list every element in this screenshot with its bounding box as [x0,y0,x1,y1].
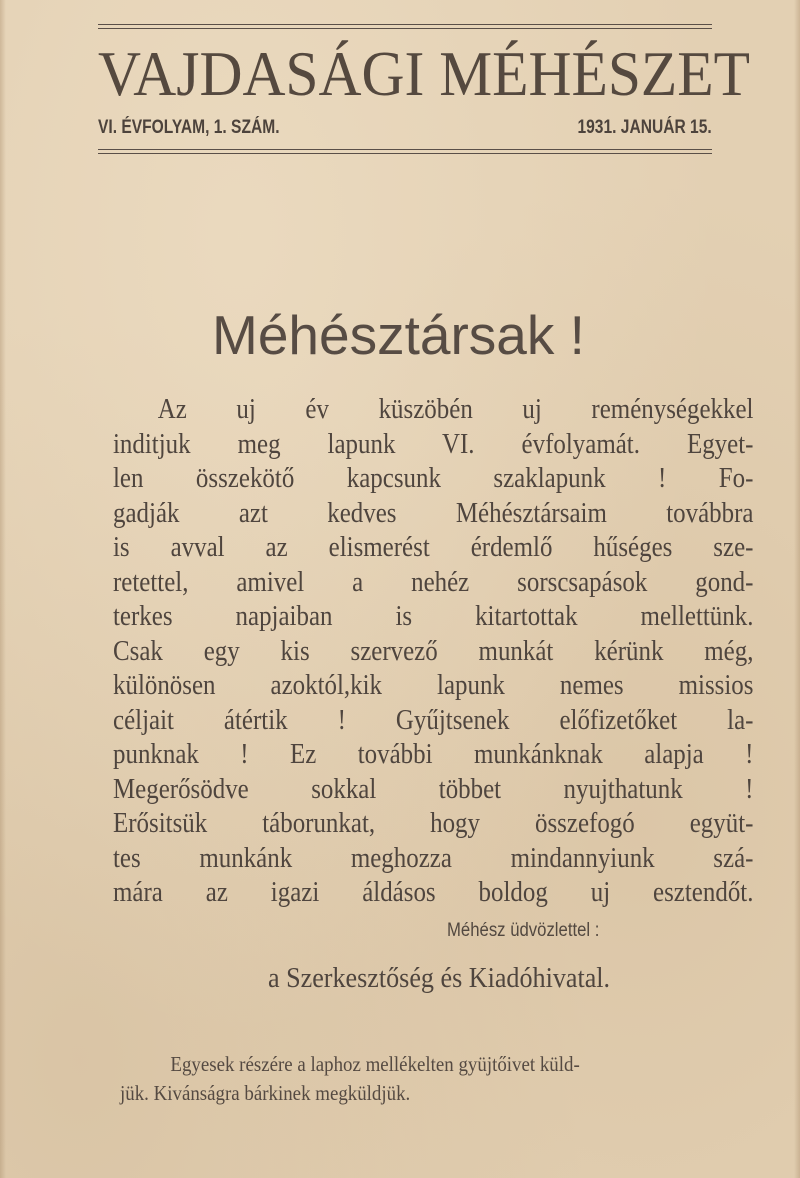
article-line: céljait átértik ! Gyűjtsenek előfizetőket la- [113,703,754,736]
masthead-bottom-rule [98,149,712,154]
article-body [113,392,755,910]
issue-date: 1931. JANUÁR 15. [577,117,712,138]
article-line: len összekötő kapcsunk szaklapunk ! Fo- [113,462,754,494]
article-line: is avval az elismerést érdemlő hűséges sze- [113,531,754,563]
footnote [120,1050,760,1108]
article-line: Erősitsük táborunkat, hogy összefogó együt- [113,807,754,839]
article-line: terkes napjaiban is kitartottak mellettünk. [113,600,754,632]
article-line: retettel, amivel a nehéz sorscsapások gond- [113,565,754,598]
article-line: Csak egy kis szervező munkát kérünk még, [113,634,754,667]
article-line: Megerősödve sokkal többet nyujthatunk ! [113,772,754,805]
masthead-issue-line [98,117,712,139]
article-line: gadják azt kedves Méhésztársaim továbbra [113,496,754,529]
volume-issue: VI. ÉVFOLYAM, 1. SZÁM. [98,117,280,138]
masthead-title: VAJDASÁGI MÉHÉSZET [98,38,750,109]
footnote-line: Egyesek részére a laphoz mellékelten gyüjtőivet küld- [170,1052,580,1076]
footnote-line: jük. Kivánságra bárkinek megküldjük. [120,1081,411,1105]
article-line: Az uj év küszöbén uj reménységekkel [157,393,754,425]
masthead-top-rule [98,24,712,29]
article-line: különösen azoktól,kik lapunk nemes missios [113,669,754,701]
article-heading: Méhésztársak ! [212,304,585,366]
article-line: mára az igazi áldásos boldog uj esztendőt. [113,876,754,908]
page-edge-left [0,0,6,1178]
article-greeting: Méhész üdvözlettel : [447,920,600,941]
article-line: tes munkánk meghozza mindannyiunk szá- [113,841,754,874]
article-line: inditjuk meg lapunk VI. évfolyamát. Egyet- [113,427,754,460]
article-signature: a Szerkesztőség és Kiadóhivatal. [268,962,611,994]
article-line: punknak ! Ez további munkánknak alapja ! [113,738,754,770]
page-edge-right [794,0,800,1178]
